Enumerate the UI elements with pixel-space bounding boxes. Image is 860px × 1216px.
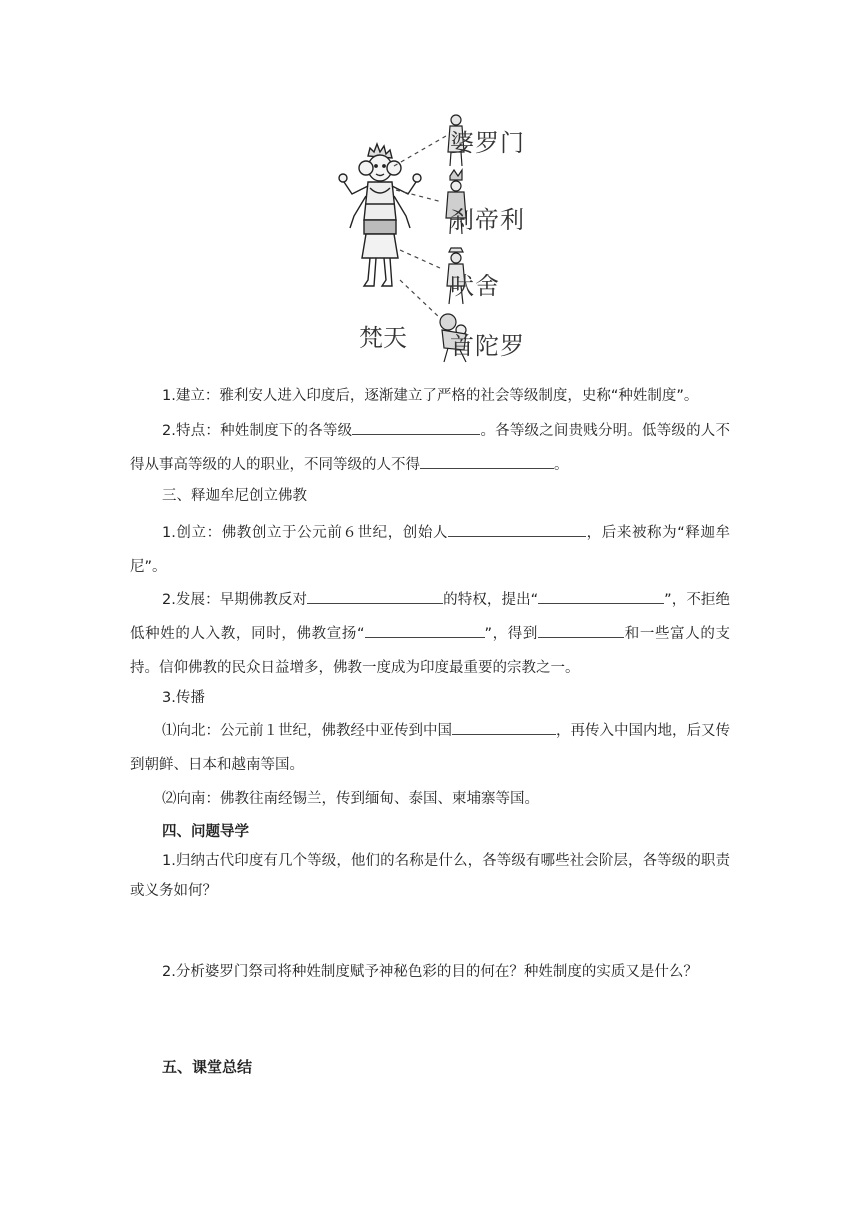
blank-field[interactable]	[452, 719, 556, 735]
development-text-d: ”，得到	[484, 626, 539, 642]
spread-south: ⑵向南：佛教往南经锡兰，传到缅甸、泰国、柬埔寨等国。	[162, 791, 539, 807]
development-text-a: 2.发展：早期佛教反对	[162, 592, 308, 608]
north-text-a: ⑴向北：公元前１世纪，佛教经中亚传到中国	[162, 723, 452, 739]
section-heading-questions: 四、问题导学	[162, 824, 249, 840]
caste-item-features	[130, 414, 730, 482]
buddhism-item-development	[130, 583, 730, 685]
caste-illustration	[330, 108, 570, 370]
connector-lines	[394, 136, 446, 318]
caste-item-establishment: 1.建立：雅利安人进入印度后，逐渐建立了严格的社会等级制度，史称“种姓制度”。	[162, 388, 699, 404]
caste-label-brahmin: 婆罗门	[450, 129, 525, 157]
blank-field[interactable]	[538, 588, 664, 604]
development-text-e: 和一些富人的支持。信仰佛教的民众日益增多，佛教一度成为印度最重要的宗教之一。	[130, 626, 730, 676]
section-heading-summary: 五、课堂总结	[162, 1058, 253, 1076]
buddhism-item-spread: 3.传播	[162, 690, 205, 706]
buddhism-item-founding	[130, 516, 730, 584]
blank-field[interactable]	[420, 453, 554, 469]
founding-text-b: ，后来被称为“释迦牟尼”。	[130, 525, 730, 575]
spread-north	[130, 714, 730, 782]
blank-field[interactable]	[538, 622, 624, 638]
blank-field[interactable]	[307, 588, 443, 604]
caste-label-kshatriya: 刹帝利	[450, 206, 525, 234]
features-text-a: 2.特点：种姓制度下的各等级	[162, 423, 353, 439]
blank-field[interactable]	[448, 521, 586, 537]
features-text-b: 。各等级之间贵贱分明。低等级的人不得从事高等级的人的职业，不同等级的人不得	[130, 423, 731, 473]
caste-label-vaishya: 吠舍	[450, 272, 500, 300]
section-heading-buddhism: 三、释迦牟尼创立佛教	[162, 488, 307, 504]
blank-field[interactable]	[352, 419, 480, 435]
deity-label: 梵天	[359, 324, 407, 352]
development-text-b: 的特权，提出“	[443, 592, 539, 608]
question-1: 1.归纳古代印度有几个等级，他们的名称是什么，各等级有哪些社会阶层，各等级的职责或义务如何？	[130, 853, 730, 899]
caste-label-shudra: 首陀罗	[450, 332, 525, 360]
brahma-figure	[339, 144, 421, 286]
question-2: 2.分析婆罗门祭司将种姓制度赋予神秘色彩的目的何在？种姓制度的实质又是什么？	[162, 964, 698, 980]
founding-text-a: 1.创立：佛教创立于公元前６世纪，创始人	[162, 525, 449, 541]
blank-field[interactable]	[365, 622, 485, 638]
development-text-c: ”，不拒绝低种姓的人入教，同时，佛教宣扬“	[130, 592, 730, 642]
north-text-b: ，再传入中国内地，后又传到朝鲜、日本和越南等国。	[130, 723, 730, 773]
features-text-c: 。	[554, 457, 569, 473]
